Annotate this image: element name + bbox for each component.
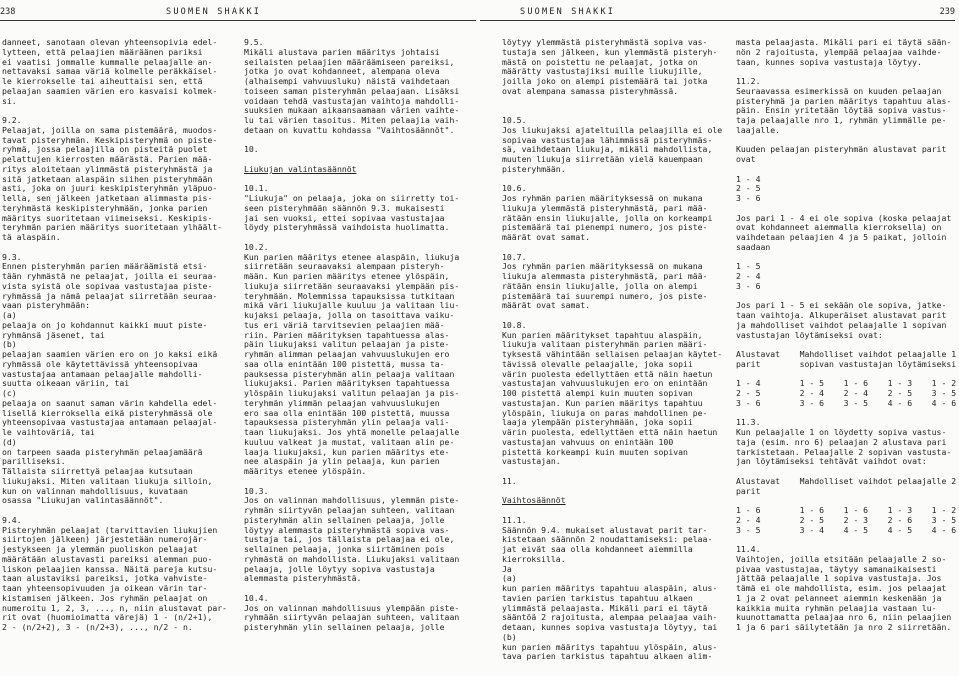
running-title: SUOMEN SHAKKI: [520, 7, 616, 17]
text-line: vastustajan vahvuus on enintään 100: [502, 436, 674, 447]
text-line: tavat pisteryhmän. Keskipisteryhmä on piste-: [2, 134, 218, 145]
text-line: Jos pari 1 - 5 ei sekään ole sopiva, jatke-: [736, 300, 947, 311]
text-line: ovat: [736, 154, 756, 164]
text-line: riin. Parien määrityksen tapahtuessa alas-: [244, 329, 450, 340]
text-line: löydy pisteryhmässä vaihdoista huolimatta.: [244, 222, 450, 233]
text-line: kierroksilla.: [502, 553, 566, 564]
text-line: joilla joko on alempi pistemäärä tai jotka: [502, 76, 708, 86]
text-line: teryhmän ylimmän pelaajan vahvuuslukujen: [244, 397, 440, 408]
text-line: tapauksessa pisteryhmän ylin pelaaja vali-: [244, 417, 450, 428]
text-line: jan löytämiseksi tehtävät vaihdot ovat:: [736, 456, 927, 467]
right-page-header: [480, 6, 959, 20]
text-line: liukuja valitaan pisteryhmän parien määri-: [502, 339, 708, 350]
text-line: ryhmään siirtyvän pelaajan suhteen, valitaan: [244, 612, 460, 623]
text-line: mään. Kun parien määritys etenee ylöspäin,: [244, 271, 450, 281]
text-line: pelattujen kierrosten määrästä. Parien mää-: [2, 154, 213, 164]
text-line: (c): [2, 388, 17, 398]
page-number: 238: [0, 7, 16, 17]
text-line: määrät ovat samat.: [502, 300, 591, 311]
text-line: päin liukujaksi valitun pelaajan ja piste-: [244, 339, 450, 350]
text-line: 9.5.: [244, 38, 264, 47]
text-line: ylimmästä pelaajasta. Mikäli pari ei täytä: [502, 602, 708, 613]
text-line: kun parien määritys tapahtuu ylöspäin, alus-: [502, 641, 718, 652]
text-line: ylöspäin, liukuja on paras mahdollinen pe-: [502, 407, 708, 418]
text-line: ryhmän siirtyvän pelaajan suhteen, valitaan: [244, 505, 455, 515]
text-line: Jos pari 1 - 4 ei ole sopiva (koska pelaajat: [736, 212, 952, 223]
text-line: 10.3.: [244, 485, 269, 496]
text-line: sitä jatketaan alaspäin siihen pisteryhmään: [2, 173, 213, 184]
text-line: le kierrokselle tai aiheuttaisi sen, että: [2, 76, 203, 86]
text-line: jestykseen ja ylemmän puoliskon pelaajat: [2, 544, 198, 554]
text-line: taan yhteensopivuuden ja oikean värin tar-: [2, 583, 208, 593]
text-line: nön 2 rajoitusta, ylempää pelaajaa vaihde-: [736, 46, 942, 57]
text-line: kaikkia muita ryhmän pelaajia vastaan lu-: [736, 602, 937, 613]
text-line: pelaaja on saanut saman värin kahdella edel-: [2, 397, 218, 408]
text-line: (a): [502, 573, 517, 584]
text-line: määrätty vastustajiksi muille liukujille,: [502, 66, 703, 77]
text-line: tus eri väriä tarvitsevien pelaajien mää-: [244, 319, 445, 330]
text-line: mikä väri liukujalle kuuluu ja valitaan liu-: [244, 300, 460, 311]
text-line: [736, 535, 958, 545]
text-line: numeroitu 1, 2, 3, ..., n, niin alustavat par-: [2, 602, 228, 613]
text-line: mästä on poistettu ne pelaajat, jotka on: [502, 56, 698, 67]
text-line: taan alustaviksi pareiksi, jotka vahviste-: [2, 573, 208, 584]
text-line: 1 - 6 1 - 6 1 - 6 1 - 3 1 - 2: [736, 505, 957, 515]
text-line: (a): [2, 310, 17, 320]
text-line: yhteensopivaa vastustajaa antamaan pelaajal-: [2, 417, 218, 428]
text-line: vastustajaa antamaan pelaajalle mahdolli-: [2, 368, 203, 379]
text-line: Alustavat Mahdolliset vaihdot pelaajalle 1: [736, 349, 957, 359]
text-line: on tarpeen saada pisteryhmän pelaajamäärä: [2, 446, 203, 457]
text-line: pisteryhmä ja parien määritys tapahtuu alas-: [736, 95, 952, 106]
text-line: [244, 233, 474, 243]
text-line: 9.2.: [2, 115, 22, 125]
text-line: Pelaajat, joilla on sama pistemäärä, muodos-: [2, 124, 218, 135]
text-line: päin. Ensin yritetään löytää sopiva vastus-: [736, 105, 947, 116]
text-line: vastustajan vahvuuslukujen ero on enintään: [502, 378, 708, 389]
text-line: Ennen pisteryhmän parien määräämistä etsi-: [2, 261, 208, 272]
text-line: taan, kunnes sopiva vastustaja löytyy.: [736, 56, 922, 67]
text-line: pelaaja, jolle löytyy sopiva vastustaja: [244, 563, 435, 574]
text-line: Tällaista siirrettyä pelaajaa kutsutaan: [2, 466, 193, 476]
header-rule: [0, 20, 476, 21]
text-line: määritys suoritetaan viimeiseksi. Keskipis-: [2, 212, 213, 223]
text-line: masta pelaajasta. Mikäli pari ei täytä sään-: [736, 38, 952, 47]
text-line: ryhmänsä jäsenet, tai: [2, 329, 105, 340]
text-line: liukuja alemmasta pisteryhmästä, pari mää-: [502, 271, 708, 281]
text-column: [736, 38, 958, 633]
text-line: 2 - 5: [736, 183, 761, 194]
text-line: pelaaja on jo kohdannut kaikki muut piste-: [2, 319, 208, 330]
text-line: [244, 175, 474, 185]
text-line: Kun parien määritykset tapahtuu alaspäin,: [502, 329, 703, 340]
text-line: ovat alempana samassa pisteryhmässä.: [502, 85, 679, 96]
text-line: teryhmästä keskipisteryhmään, jonka parien: [2, 202, 208, 213]
text-line: ryhmässä ole käytettävissä yhteensopivaa: [2, 358, 198, 369]
text-line: 3 - 6: [736, 280, 761, 291]
text-line: Mikäli alustava parien määritys johtaisi: [244, 46, 440, 57]
text-line: määrätään alustavasti pareiksi alemman puo-: [2, 553, 213, 564]
text-line: tarkistetaan. Pelaajalle 2 sopivan vastusta-: [736, 446, 952, 457]
text-line: [736, 165, 958, 175]
text-line: ovat kohdanneet aiemmalla kierroksella) on: [736, 222, 942, 233]
text-line: 2 - (n/2+2), 3 - (n/2+3), ..., n/2 - n.: [2, 622, 193, 632]
header-rule: [480, 20, 955, 21]
text-line: vastustajan löytämiseksi ovat:: [736, 329, 883, 340]
text-line: laaja ylempään pisteryhmään, joka sopii: [502, 417, 693, 428]
text-line: siirtojen jälkeen) järjestetään numerojär-: [2, 534, 208, 545]
text-line: pivaa vastustajaa, täytyy samanaikaisesti: [736, 563, 937, 574]
text-line: tävissä olevalle pelaajalle, joka sopii: [502, 358, 693, 369]
text-line: lisellä kierroksella eikä pisteryhmässä ole: [2, 407, 213, 418]
text-line: [2, 106, 233, 116]
text-line: pisteryhmään.: [502, 163, 566, 174]
text-line: liukujaksi. Parien määrityksen tapahtuessa: [244, 378, 450, 389]
text-line: 9.4.: [2, 514, 22, 525]
running-title: SUOMEN SHAKKI: [166, 7, 262, 17]
text-line: tavien parien tarkistus tapahtuu alkaen: [502, 592, 693, 603]
text-line: pelaajan saamien värien ero kasvaisi kolmek-: [2, 85, 218, 96]
text-line: rätään ensin liukujalle, jolla on alempi: [502, 280, 698, 291]
text-line: parit: [736, 485, 761, 496]
text-line: tava parien tarkistus tapahtuu alkaen alim-: [502, 651, 713, 662]
text-line: lella, sen jälkeen jatketaan alimmasta pis-: [2, 193, 213, 203]
text-line: lytteen, että pelaajien määräänen pariksi: [2, 46, 203, 57]
text-line: 11.3.: [736, 417, 761, 428]
text-line: tyksestä vähintään sellaisen pelaajan käytet-: [502, 349, 723, 359]
text-line: ryhmästä on mahdollista. Liukujaksi valitaan: [244, 553, 460, 564]
text-line: pistemäärä tai suurempi numero, jos piste-: [502, 290, 708, 301]
text-line: osassa "Liukujan valintasäännöt".: [2, 495, 164, 506]
text-line: taja (esim. nro 6) pelaajan 2 alustava pari: [736, 436, 947, 447]
text-line: [244, 477, 474, 487]
text-line: teryhmään. Molemmissa tapauksissa tutkitaan: [244, 290, 455, 301]
text-line: le vaihtoväriä, tai: [2, 427, 95, 437]
text-line: voidaan tehdä vastustajan vaihtoja mahdolli-: [244, 95, 460, 106]
text-line: löytyy alemmasta pisteryhmästä sopiva vas-: [244, 524, 450, 535]
text-line: tä alaspäin.: [2, 232, 61, 242]
text-line: lu tai värien tasoitus. Miten pelaajia vaih-: [244, 115, 460, 125]
text-line: Jos ryhmän parien määrityksessä on mukana: [502, 261, 703, 272]
text-line: tustaja sen jälkeen, kun ylemmästä pisteryh-: [502, 46, 718, 57]
text-line: rit ovat (huomioimatta värejä) 1 - (n/2+1),: [2, 612, 213, 623]
text-line: vastustajan.: [502, 456, 561, 467]
text-line: 10.4.: [244, 592, 269, 603]
text-line: pistemäärä tai pienempi numero, jos piste-: [502, 222, 708, 233]
text-line: Kun pelaajalle 1 on löydetty sopiva vastus-: [736, 427, 947, 437]
text-line: liukuja ylemmästä pisteryhmästä, pari mää-: [502, 202, 708, 213]
text-line: jotka jo ovat kohdanneet, alempana oleva: [244, 66, 440, 77]
text-line: [502, 175, 730, 185]
text-line: sopivaa vastustajaa lähimmässä pisteryhmäs-: [502, 134, 713, 145]
text-line: kistamisen jälkeen. Jos ryhmän pelaajat on: [2, 592, 208, 603]
text-column: [244, 38, 474, 633]
text-line: pauksessa pisteryhmän alin pelaaja valitaan: [244, 368, 455, 379]
text-line: Kun parien määritys etenee alaspäin, liukuja: [244, 251, 460, 262]
text-line: saadaan: [736, 241, 771, 252]
text-line: vaan pisteryhmään:: [2, 300, 91, 311]
text-line: 1 ja 2 ovat pelanneet aiemmin keskenään ja: [736, 592, 942, 603]
text-line: määritys etenee ylöspäin.: [244, 466, 367, 476]
text-line: nettavaksi samaa väriä kolmelle peräkkäisel-: [2, 66, 218, 77]
text-line: [736, 67, 958, 77]
text-line: Ja: [502, 563, 512, 574]
text-line: "Liukuja" on pelaaja, joka on siirretty toi-: [244, 193, 460, 203]
text-line: seilaisten pelaajien määräämiseen pareiksi,: [244, 56, 455, 67]
text-line: nee alaspäin ja ylin pelaaja, kun parien: [244, 456, 440, 467]
text-line: kun on valinnan mahdollisuus, kuvataan: [2, 485, 188, 496]
text-line: kistetaan säännön 2 noudattamiseksi: pelaa-: [502, 534, 713, 545]
text-line: 10.2.: [244, 241, 269, 252]
left-page: [0, 0, 476, 676]
text-line: teryhmän parien määritys suoritetaan ylhäält-: [2, 222, 223, 233]
text-line: taja pelaajalle nro 1, ryhmän ylimmälle pe-: [736, 115, 947, 125]
text-line: suutta oikeaan väriin, tai: [2, 378, 130, 389]
text-line: vista syistä ole sopivaa vastustajaa piste-: [2, 280, 213, 291]
text-line: 10.8.: [502, 319, 527, 330]
text-line: 3 - 6: [736, 193, 761, 203]
text-line: 10.1.: [244, 183, 269, 194]
text-line: ja mahdolliset vaihdot pelaajalle 1 sopivan: [736, 319, 947, 330]
text-line: Alustavat Mahdolliset vaihdot pelaajalle 2: [736, 475, 957, 486]
text-line: ryhmä, jossa pelaajilla on pisteitä puolet: [2, 144, 208, 155]
text-line: pelaajan saamien värien ero on jo kaksi eikä: [2, 349, 218, 359]
text-line: 2 - 4: [736, 271, 761, 281]
text-line: detaan on kuvattu kohdassa "Vaihtosäännöt".: [244, 124, 455, 135]
text-line: kuuluu valkeat ja mustat, valitaan alin pe-: [244, 436, 455, 447]
text-line: pisteryhmän ylin sellainen pelaaja, jolle: [244, 622, 445, 632]
text-line: [502, 506, 730, 516]
text-line: [736, 409, 958, 419]
text-line: Seuraavassa esimerkissä on kuuden pelaajan: [736, 85, 942, 96]
text-line: Vaihtojen, joilla etsitään pelaajalle 2 so-: [736, 553, 947, 564]
text-line: 3 - 6 3 - 6 3 - 5 4 - 6 4 - 6: [736, 397, 957, 408]
text-line: Vaihtosäännöt: [502, 495, 566, 506]
text-line: detaan, kunnes sopiva vastustaja löytyy, tai: [502, 622, 718, 632]
text-line: tustaja tai, jos tällaista pelaajaa ei ole,: [244, 534, 455, 545]
text-line: Liukujan valintasäännöt: [244, 163, 357, 174]
text-line: Säännön 9.4. mukaiset alustavat parit tar-: [502, 524, 708, 535]
text-line: ryhmässä ja nämä pelaajat siirretään seuraa-: [2, 290, 218, 301]
text-line: Jos on valinnan mahdollisuus, ylemmän piste-: [244, 495, 460, 506]
text-line: taan vaihtoja. Alkuperäiset alustavat parit: [736, 310, 947, 320]
text-line: 3 - 5 3 - 4 4 - 5 4 - 5 4 - 6: [736, 524, 957, 535]
text-line: 11.: [502, 475, 517, 486]
text-line: jai sen vuoksi, ettei sopivaa vastustajaa: [244, 212, 445, 223]
text-line: 11.2.: [736, 76, 761, 86]
text-line: saa olla enintään 100 pistettä, mussa ta-: [244, 358, 445, 369]
text-line: 1 ja 6 pari säilytetään ja nro 2 siirretään.: [736, 622, 952, 632]
text-line: ryhmän alimman pelaajan vahvuuslukujen ero: [244, 349, 450, 359]
text-column: [2, 38, 233, 633]
text-line: 10.5.: [502, 115, 527, 125]
text-line: toiseen saman pisteryhmän pelaajaan. Lisäksi: [244, 85, 460, 96]
text-line: 100 pistettä alempi kuin muuten sopivan: [502, 388, 693, 398]
text-line: laaja liukujaksi, kun parien määritys ete-: [244, 446, 450, 457]
text-line: 2 - 5 2 - 4 2 - 4 2 - 5 3 - 5: [736, 388, 957, 398]
text-line: löytyy ylemmästä pisteryhmästä sopiva vas-: [502, 38, 708, 47]
text-line: 9.3.: [2, 251, 22, 262]
text-line: määrät ovat samat.: [502, 232, 591, 242]
text-line: parilliseksi.: [2, 456, 66, 467]
text-line: jat eivät saa olla kohdanneet aiemmilla: [502, 544, 693, 554]
text-line: 10.7.: [502, 251, 527, 262]
text-line: jättää pelaajalle 1 sopiva vastustaja. Jos: [736, 573, 942, 584]
text-line: 11.4.: [736, 544, 761, 554]
text-line: parit sopivan vastustajan löytämiseksi: [736, 358, 957, 369]
text-line: [502, 467, 730, 477]
text-line: muuten liukuja siirretään vielä kauempaan: [502, 154, 703, 164]
text-line: (alhaisempi vahvuusluku) näistä vaihdetaan: [244, 76, 450, 86]
page-number: 239: [939, 7, 955, 17]
text-line: tään ryhmästä ne pelaajat, joilla ei seuraa-: [2, 271, 218, 281]
right-page: [480, 0, 959, 676]
text-line: liskon pelaajien kanssa. Näitä pareja kutsu-: [2, 563, 218, 574]
text-line: 10.: [244, 144, 259, 155]
text-line: vastustajan. Kun parien määritys tapahtuu: [502, 397, 703, 408]
text-line: liukuja siirretään seuraavaksi ylempään pis-: [244, 280, 460, 291]
text-line: sä, vaihdetaan liukuja, mikäli mahdollista,: [502, 144, 713, 155]
text-line: siirretään seuraavaksi alempaan pisteryh-: [244, 261, 445, 272]
text-line: [736, 253, 958, 263]
text-line: laajalle.: [736, 124, 781, 135]
text-line: 1 - 4: [736, 173, 761, 184]
text-line: [2, 506, 233, 516]
text-line: 1 - 5: [736, 261, 761, 272]
text-line: seen pisteryhmään säännön 9.3. mukaisesti: [244, 202, 445, 213]
text-line: ero saa olla enintään 100 pistettä, muussa: [244, 407, 450, 418]
text-line: (b): [2, 339, 17, 350]
text-line: pisteryhmän alin sellainen pelaaja, jolle: [244, 514, 445, 525]
text-line: 1 - 4 1 - 5 1 - 6 1 - 3 1 - 2: [736, 378, 957, 389]
text-line: suuksien mukaan aikaansaamaan värien vaihte-: [244, 105, 460, 116]
text-line: 11.1.: [502, 514, 527, 525]
text-line: Kuuden pelaajan pisteryhmän alustavat parit: [736, 144, 947, 155]
text-line: [244, 136, 474, 146]
text-line: alemmasta pisteryhmästä.: [244, 573, 362, 584]
text-line: sellainen pelaaja, jonka siirtäminen pois: [244, 544, 445, 554]
text-line: (d): [2, 436, 17, 447]
text-line: liukujaksi. Miten valitaan liukuja silloin,: [2, 475, 213, 486]
text-column: [502, 38, 730, 662]
text-line: ei vaatisi jommalle kummalle pelaajalle an-: [2, 56, 213, 67]
text-line: pistettä korkeampi kuin muuten sopivan: [502, 446, 688, 457]
text-line: 2 - 4 2 - 5 2 - 3 2 - 6 3 - 5: [736, 514, 957, 525]
text-line: ylöspäin liukujaksi valitun pelaajan ja pis-: [244, 388, 460, 398]
text-line: ritys aloitetaan ylimmästä pisteryhmästä ja: [2, 163, 213, 174]
text-line: danneet, sanotaan olevan yhteensopivia edel-: [2, 38, 218, 47]
text-line: kujaksi pelaaja, jolla on tasoittava vaiku-: [244, 310, 455, 320]
text-line: värin puolesta, edellyttäen että näin haetun: [502, 427, 718, 437]
text-line: [502, 106, 730, 116]
text-line: [502, 97, 730, 107]
text-line: [2, 243, 233, 253]
text-line: värin puolesta edellyttäen että näin haetun: [502, 368, 713, 379]
text-line: rätään ensin liukujalle, jolla on korkeampi: [502, 212, 713, 223]
text-line: [502, 243, 730, 253]
text-line: taan liukujaksi. Jos yhtä monelle pelaajalle: [244, 427, 460, 437]
text-line: kuunottamatta pelaajaa nro 6, niin pelaajien: [736, 612, 952, 623]
text-line: sääntöä 2 rajoitusta, alempaa pelaajaa vaih-: [502, 612, 718, 623]
text-line: tämä ei ole mahdollista, esim. jos pelaajat: [736, 583, 947, 593]
text-line: asti, joka on juuri keskipisteryhmän yläpuo-: [2, 183, 218, 194]
left-page-header: [0, 6, 476, 20]
text-line: Pisteryhmän pelaajat (tarvittavien liukujien: [2, 524, 218, 535]
text-line: [244, 584, 474, 594]
text-line: [502, 311, 730, 321]
text-line: si.: [2, 95, 17, 106]
text-line: Jos ryhmän parien määrityksessä on mukana: [502, 193, 703, 203]
text-line: Jos liukujaksi ajateltuilla pelaajilla ei ole: [502, 124, 723, 135]
text-line: 10.6.: [502, 183, 527, 194]
text-line: kun parien määritys tapahtuu alaspäin, alus-: [502, 583, 718, 593]
text-line: vaihdetaan pelaajien 4 ja 5 paikat, jolloin: [736, 232, 947, 242]
text-line: (b): [502, 631, 517, 642]
text-line: Jos on valinnan mahdollisuus ylempään piste-: [244, 602, 460, 613]
